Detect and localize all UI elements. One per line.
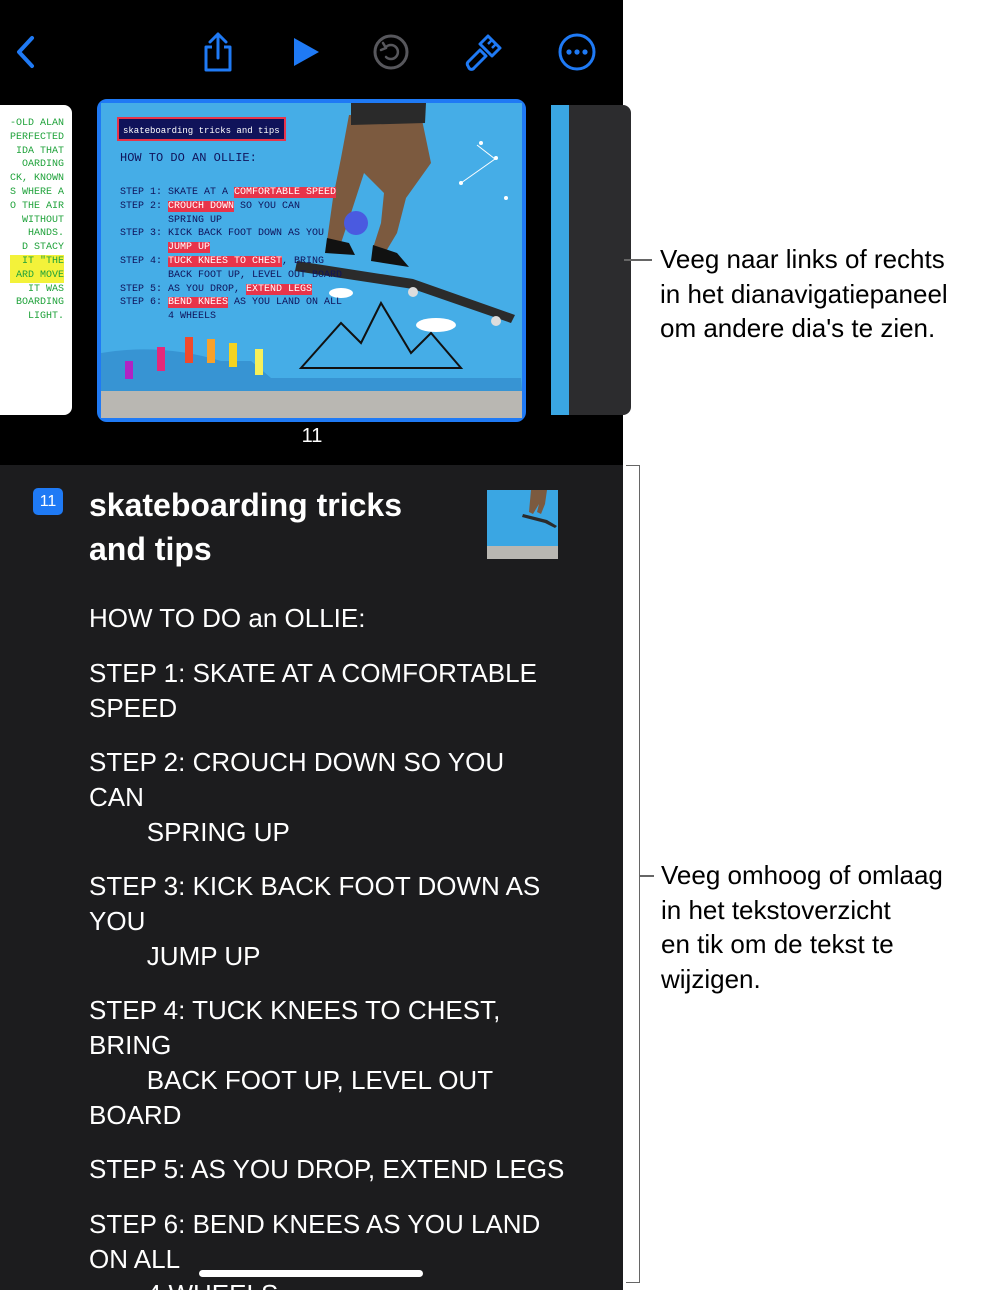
slide-step-line bbox=[120, 186, 342, 200]
outline-text-line[interactable]: BOARD bbox=[89, 1100, 182, 1130]
slide-number-badge-label: 11 bbox=[39, 492, 57, 510]
outline-text-line[interactable]: JUMP UP bbox=[89, 941, 261, 971]
next-slide-preview bbox=[551, 105, 569, 415]
slide-step-line bbox=[120, 255, 342, 269]
callout-line: en tik om de tekst te bbox=[661, 929, 894, 959]
slide-step-highlight: CROUCH DOWN bbox=[168, 200, 235, 212]
callout-outline bbox=[661, 858, 943, 996]
slide-step-line bbox=[120, 296, 342, 310]
callout-line: wijzigen. bbox=[661, 963, 761, 994]
outline-text-line[interactable]: STEP 4: TUCK KNEES TO CHEST, bbox=[89, 995, 501, 1025]
previous-slide-line: IT "THE bbox=[10, 255, 64, 269]
slide-navigator[interactable] bbox=[0, 95, 623, 465]
previous-slide-line: O THE AIR bbox=[9, 200, 64, 212]
slide-step-highlight: BEND KNEES bbox=[168, 297, 229, 309]
previous-slide-line: CK, KNOWN bbox=[9, 173, 64, 185]
previous-slide-line: IT WAS bbox=[21, 283, 64, 295]
previous-slide-line: WITHOUT bbox=[15, 214, 64, 226]
previous-slide-line: HANDS. bbox=[27, 228, 64, 240]
slide-step-highlight: TUCK KNEES TO CHEST bbox=[168, 255, 283, 267]
callout-navigator bbox=[660, 242, 948, 346]
share-button[interactable] bbox=[196, 30, 240, 74]
slide-step-prefix: STEP 3: bbox=[120, 228, 169, 240]
callout-line: in het tekstoverzicht bbox=[661, 894, 891, 925]
previous-slide-line: S WHERE A bbox=[9, 186, 64, 198]
slide-title: skateboarding tricks and tips bbox=[123, 126, 280, 136]
slide-step-prefix bbox=[120, 311, 168, 322]
outline-text-line[interactable]: 4 WHEELS bbox=[89, 1279, 279, 1309]
slide-step-line bbox=[120, 214, 342, 228]
slide-step-highlight: JUMP UP bbox=[168, 242, 211, 254]
play-icon bbox=[291, 36, 321, 68]
slide-step-line bbox=[120, 227, 342, 241]
slide-step-plain: BACK FOOT UP, LEVEL OUT BOARD bbox=[168, 269, 343, 281]
outline-title-line: and tips bbox=[89, 531, 212, 567]
slide-step-plain: SKATE AT A bbox=[168, 187, 235, 198]
outline-text-line[interactable]: STEP 2: CROUCH DOWN SO YOU bbox=[89, 747, 505, 777]
slide-step-prefix bbox=[120, 215, 168, 226]
slide-step-plain: AS YOU DROP, bbox=[168, 283, 247, 295]
outline-text-line[interactable]: HOW TO DO an OLLIE: bbox=[89, 603, 366, 633]
slide-step-line bbox=[120, 269, 342, 283]
outline-text-line[interactable]: STEP 1: SKATE AT A COMFORTABLE bbox=[89, 658, 537, 688]
callout-line: Veeg omhoog of omlaag bbox=[661, 860, 943, 890]
previous-slide-line: PERFECTED bbox=[9, 131, 64, 143]
more-button[interactable] bbox=[555, 30, 599, 74]
slide-thumbnail-current[interactable] bbox=[97, 99, 526, 422]
outline-title-line: skateboarding tricks bbox=[89, 487, 402, 523]
slide-thumbnail-previous[interactable] bbox=[0, 105, 72, 415]
slide-step-rest: SO YOU CAN bbox=[234, 200, 301, 212]
slide-step-line bbox=[120, 310, 342, 324]
slide-title-box bbox=[117, 117, 286, 141]
callout-line: om andere dia's te zien. bbox=[660, 313, 936, 343]
previous-slide-line: D STACY bbox=[21, 242, 64, 254]
slide-step-prefix bbox=[120, 270, 168, 281]
format-button[interactable] bbox=[463, 30, 507, 74]
slide-number: 11 bbox=[301, 425, 323, 447]
slide-step-prefix: STEP 4: bbox=[120, 255, 169, 267]
slide-step-line bbox=[120, 283, 342, 297]
outline-slide-title[interactable] bbox=[89, 483, 469, 571]
slide-step-highlight: COMFORTABLE SPEED bbox=[234, 187, 337, 198]
outline-text-line[interactable]: BRING bbox=[89, 1030, 172, 1060]
chevron-left-icon bbox=[14, 35, 38, 69]
paintbrush-icon bbox=[466, 32, 504, 72]
callout-leader-top bbox=[624, 259, 652, 261]
previous-slide-line: ARD MOVE bbox=[10, 269, 64, 283]
share-icon bbox=[200, 32, 236, 72]
outline-text-line[interactable]: CAN bbox=[89, 782, 144, 812]
outline-text-line[interactable]: YOU bbox=[89, 906, 146, 936]
previous-slide-line: BOARDING bbox=[15, 297, 64, 309]
callout-leader-bottom bbox=[640, 875, 654, 877]
slide-step-prefix: STEP 5: bbox=[120, 283, 169, 295]
slide-step-prefix bbox=[120, 242, 168, 253]
previous-slide-line: -OLD ALAN bbox=[9, 118, 64, 129]
slide-steps bbox=[120, 186, 342, 324]
slide-step-plain: 4 WHEELS bbox=[168, 311, 217, 323]
outline-text-line[interactable]: BACK FOOT UP, LEVEL OUT bbox=[89, 1065, 494, 1095]
outline-text-line[interactable]: SPRING UP bbox=[89, 817, 290, 847]
slide-heading: HOW TO DO AN OLLIE: bbox=[120, 151, 257, 165]
outline-text-line[interactable]: SPEED bbox=[89, 693, 178, 723]
slide-step-plain: KICK BACK FOOT DOWN AS YOU bbox=[168, 228, 325, 240]
callout-bracket bbox=[626, 465, 640, 1283]
slide-number-badge bbox=[33, 488, 63, 515]
previous-slide-line: OARDING bbox=[21, 159, 64, 171]
outline-thumbnail-art bbox=[487, 490, 558, 559]
outline-text-line[interactable]: STEP 3: KICK BACK FOOT DOWN AS bbox=[89, 871, 541, 901]
slide-step-line bbox=[120, 200, 342, 214]
slide-step-prefix: STEP 1: bbox=[120, 187, 169, 198]
text-outline-view[interactable] bbox=[0, 465, 623, 1309]
slide-step-line bbox=[120, 241, 342, 255]
outline-text-line[interactable]: STEP 5: AS YOU DROP, EXTEND LEGS bbox=[89, 1154, 565, 1184]
undo-icon bbox=[372, 33, 410, 71]
play-button[interactable] bbox=[284, 30, 328, 74]
home-indicator[interactable] bbox=[199, 1270, 423, 1277]
outline-slide-thumbnail[interactable] bbox=[487, 490, 558, 559]
slide-step-prefix: STEP 6: bbox=[120, 297, 169, 309]
slide-thumbnail-next[interactable] bbox=[551, 105, 631, 415]
toolbar bbox=[0, 0, 623, 100]
slide-step-rest: AS YOU LAND ON ALL bbox=[228, 297, 343, 309]
previous-slide-line: LIGHT. bbox=[27, 311, 64, 323]
slide-step-rest: , BRING bbox=[282, 255, 325, 267]
ellipsis-circle-icon bbox=[557, 32, 597, 72]
slide-step-highlight: EXTEND LEGS bbox=[246, 283, 313, 295]
slide-step-prefix: STEP 2: bbox=[120, 200, 169, 212]
slide-step-plain: SPRING UP bbox=[168, 214, 223, 226]
callout-line: Veeg naar links of rechts bbox=[660, 244, 945, 274]
back-button[interactable] bbox=[4, 30, 48, 74]
outline-text-line[interactable]: ON ALL bbox=[89, 1244, 181, 1274]
previous-slide-line: IDA THAT bbox=[15, 145, 64, 157]
callout-line: in het dianavigatiepaneel bbox=[660, 278, 948, 309]
previous-slide-text bbox=[10, 117, 64, 324]
undo-button[interactable] bbox=[369, 30, 413, 74]
outline-text-line[interactable]: STEP 6: BEND KNEES AS YOU LAND bbox=[89, 1209, 541, 1239]
